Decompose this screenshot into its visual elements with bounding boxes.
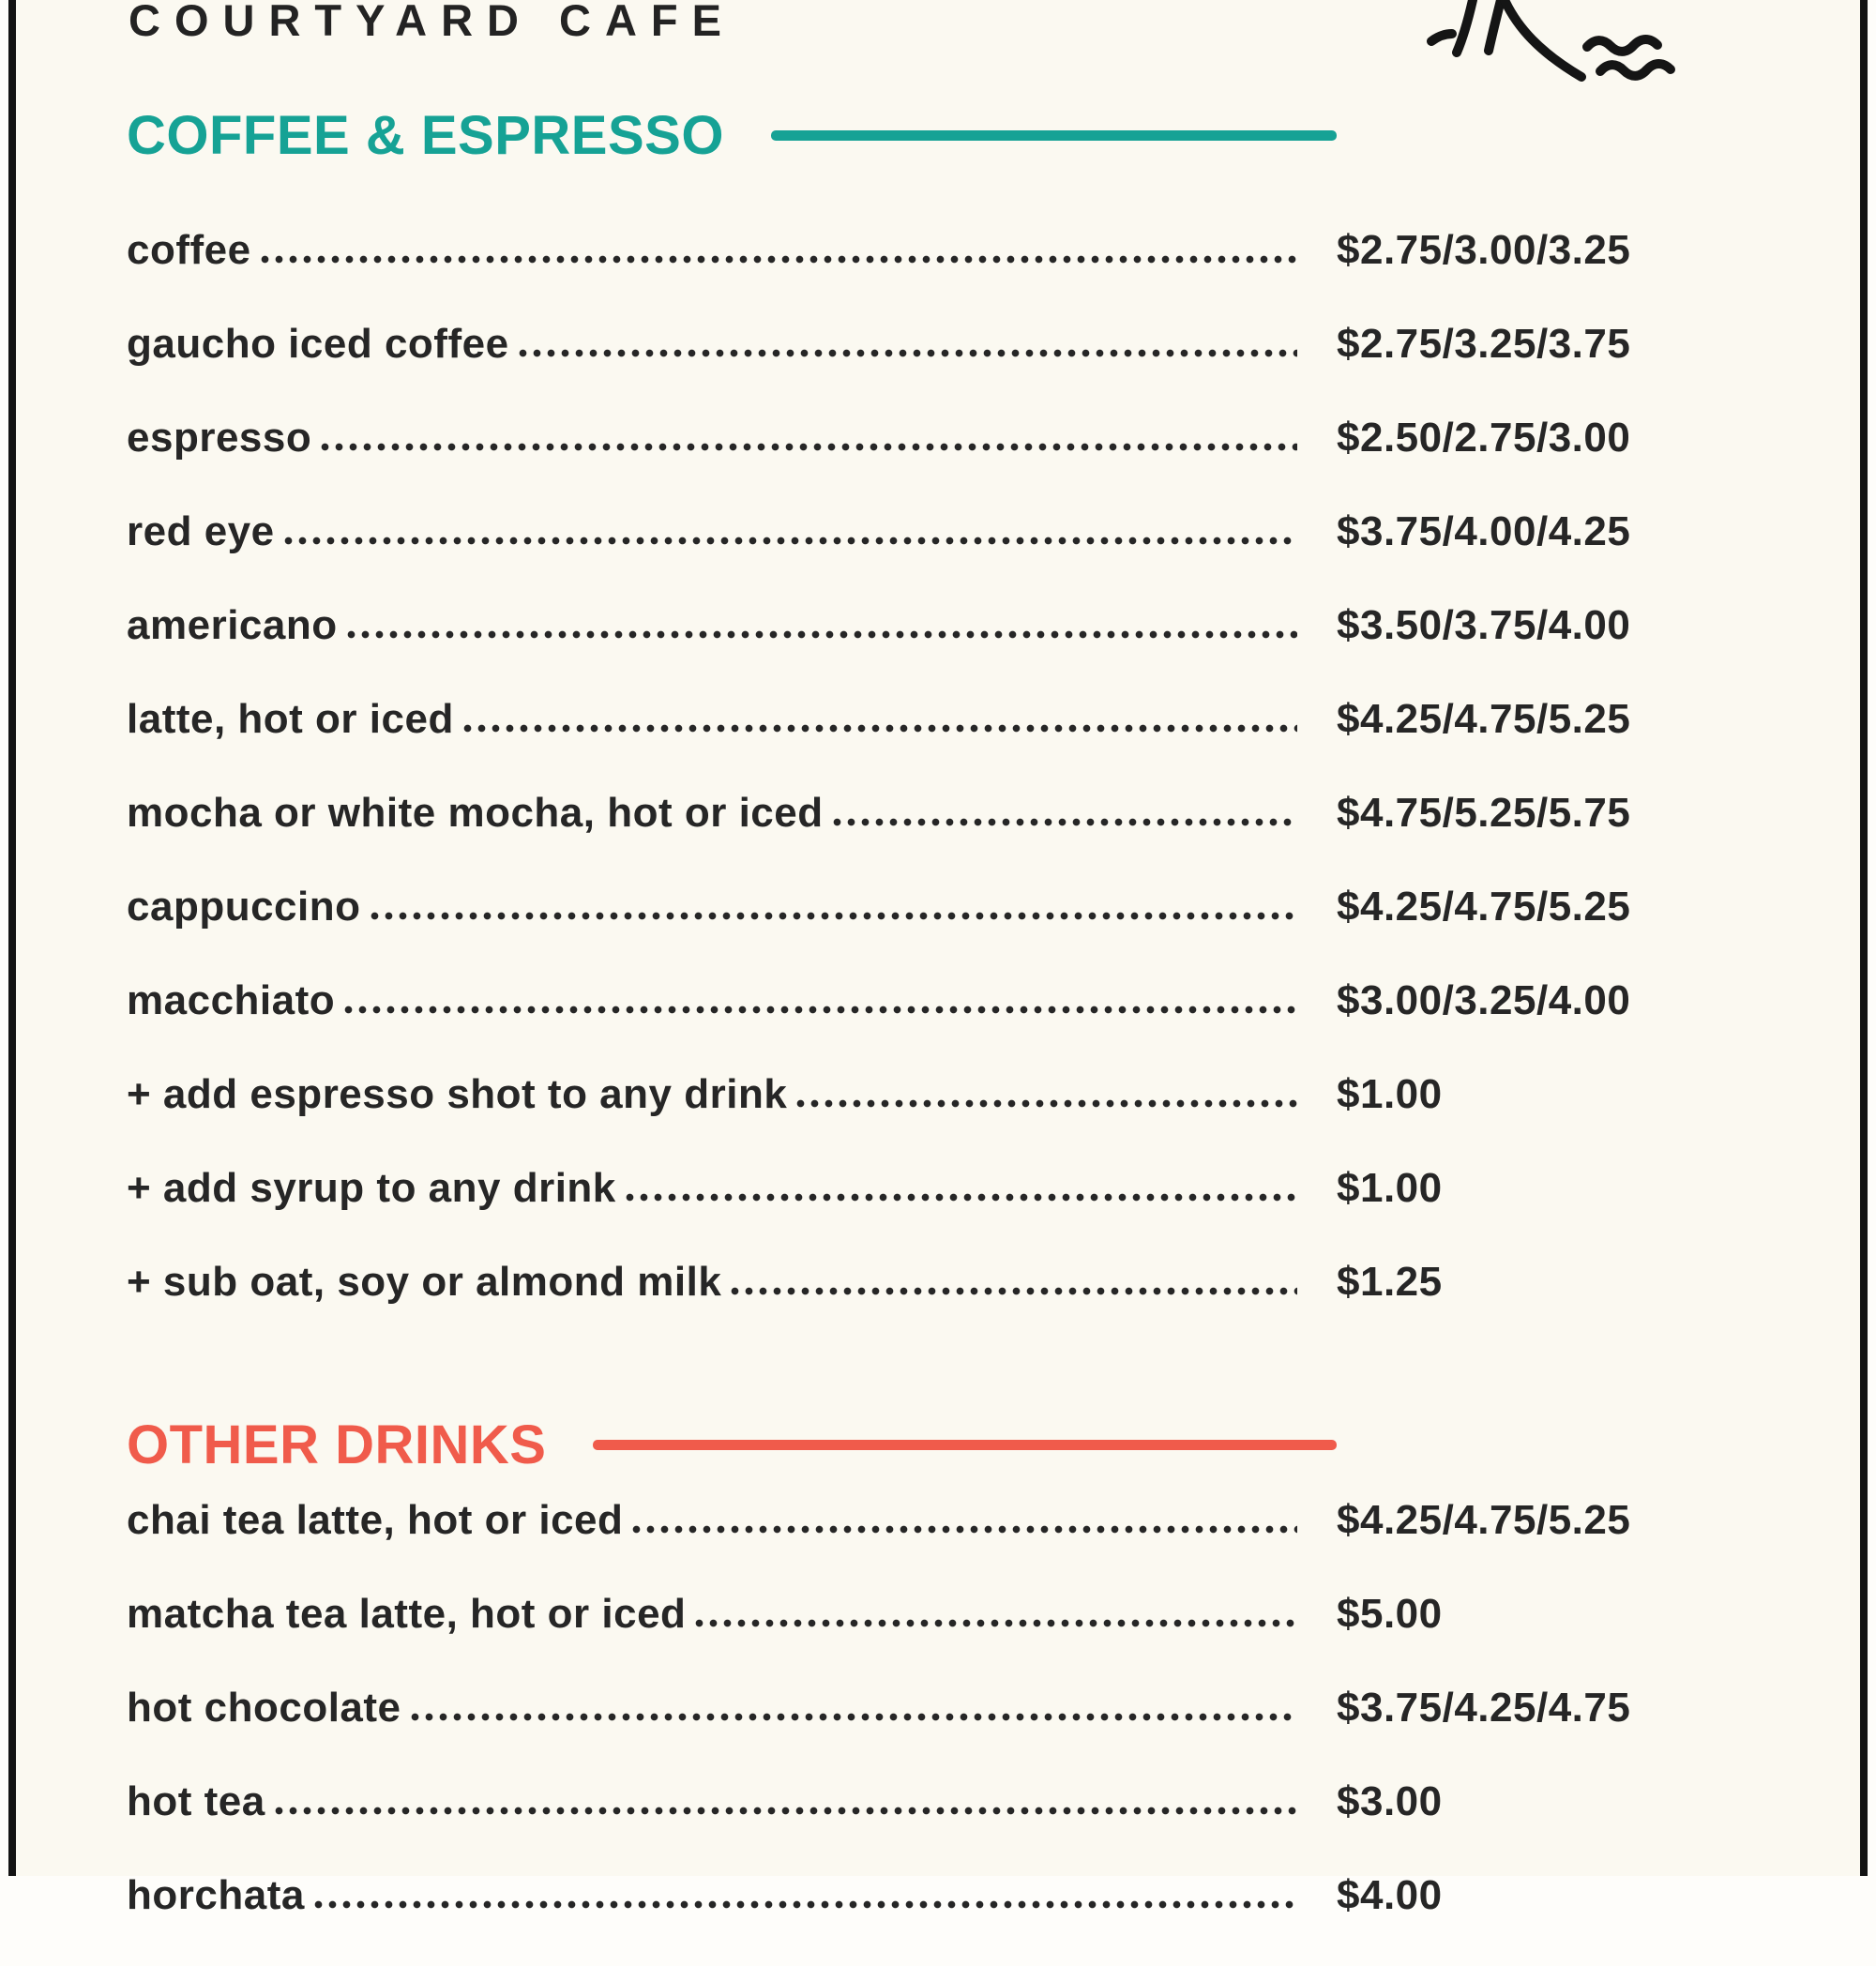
item-price: $1.25: [1337, 1259, 1754, 1306]
item-price: $4.25/4.75/5.25: [1337, 1497, 1754, 1544]
menu-item-row: [127, 1591, 1754, 1685]
dotted-leader: [632, 1525, 1297, 1534]
item-price: $2.75/3.25/3.75: [1337, 321, 1754, 368]
dotted-leader: [321, 443, 1297, 451]
menu-card: [8, 0, 1868, 1876]
dotted-leader: [463, 724, 1297, 733]
item-price: $4.25/4.75/5.25: [1337, 884, 1754, 930]
beach-palm-waves-doodle-icon: [1426, 0, 1698, 94]
menu-item-row: [127, 1685, 1754, 1778]
item-name: macchiato: [127, 977, 335, 1024]
item-name: matcha tea latte, hot or iced: [127, 1591, 686, 1638]
menu-item-row: [127, 1165, 1754, 1259]
menu-item-row: [127, 1497, 1754, 1591]
item-price: $4.25/4.75/5.25: [1337, 696, 1754, 743]
item-name: hot tea: [127, 1778, 265, 1825]
item-name: americano: [127, 602, 338, 649]
item-name: espresso: [127, 415, 311, 461]
item-name: gaucho iced coffee: [127, 321, 509, 368]
section-other-drinks: [127, 1411, 1754, 1966]
heading-rule: [771, 130, 1337, 141]
dotted-leader: [695, 1619, 1297, 1627]
section-heading-row: [127, 1411, 1337, 1478]
item-price: $4.00: [1337, 1872, 1754, 1919]
item-price: $2.75/3.00/3.25: [1337, 227, 1754, 274]
dotted-leader: [731, 1287, 1297, 1295]
dotted-leader: [833, 818, 1297, 826]
item-price: $3.75/4.25/4.75: [1337, 1685, 1754, 1732]
item-name: horchata: [127, 1872, 305, 1919]
menu-item-row: [127, 790, 1754, 884]
item-name: latte, hot or iced: [127, 696, 454, 743]
menu-item-row: [127, 415, 1754, 508]
section-heading-other-drinks: OTHER DRINKS: [127, 1414, 546, 1476]
menu-item-row: [127, 321, 1754, 415]
dotted-leader: [371, 912, 1298, 920]
page-title: COURTYARD CAFE: [129, 0, 735, 46]
item-name: + sub oat, soy or almond milk: [127, 1259, 721, 1306]
item-price: $1.00: [1337, 1071, 1754, 1118]
item-price: $3.00/3.25/4.00: [1337, 977, 1754, 1024]
menu-content: [127, 0, 1754, 1876]
menu-item-row: [127, 227, 1754, 321]
item-price: $1.00: [1337, 1165, 1754, 1212]
section-coffee-espresso: [127, 101, 1754, 1353]
dotted-leader: [344, 1006, 1297, 1014]
dotted-leader: [314, 1900, 1297, 1909]
item-name: chai tea latte, hot or iced: [127, 1497, 623, 1544]
item-name: red eye: [127, 508, 275, 555]
dotted-leader: [284, 537, 1297, 545]
item-price: $3.50/3.75/4.00: [1337, 602, 1754, 649]
dotted-leader: [519, 349, 1297, 357]
menu-item-row: [127, 884, 1754, 977]
dotted-leader: [347, 630, 1297, 639]
menu-item-row: [127, 696, 1754, 790]
menu-item-row: [127, 1259, 1754, 1353]
menu-item-row: [127, 1872, 1754, 1966]
dotted-leader: [626, 1193, 1297, 1202]
menu-items-list: [127, 1478, 1754, 1966]
menu-item-row: [127, 508, 1754, 602]
item-price: $3.75/4.00/4.25: [1337, 508, 1754, 555]
menu-item-row: [127, 977, 1754, 1071]
dotted-leader: [275, 1807, 1297, 1815]
section-heading-row: [127, 101, 1337, 169]
item-name: hot chocolate: [127, 1685, 401, 1732]
item-name: coffee: [127, 227, 251, 274]
item-price: $4.75/5.25/5.75: [1337, 790, 1754, 837]
menu-items-list: [127, 169, 1754, 1353]
item-name: cappuccino: [127, 884, 361, 930]
heading-rule: [593, 1440, 1337, 1450]
item-name: + add syrup to any drink: [127, 1165, 616, 1212]
section-heading-coffee-espresso: COFFEE & ESPRESSO: [127, 104, 724, 167]
item-name: mocha or white mocha, hot or iced: [127, 790, 824, 837]
item-price: $3.00: [1337, 1778, 1754, 1825]
menu-item-row: [127, 1778, 1754, 1872]
item-price: $2.50/2.75/3.00: [1337, 415, 1754, 461]
dotted-leader: [796, 1099, 1297, 1108]
item-price: $5.00: [1337, 1591, 1754, 1638]
menu-item-row: [127, 1071, 1754, 1165]
item-name: + add espresso shot to any drink: [127, 1071, 787, 1118]
dotted-leader: [261, 255, 1297, 264]
menu-item-row: [127, 602, 1754, 696]
dotted-leader: [411, 1713, 1297, 1721]
